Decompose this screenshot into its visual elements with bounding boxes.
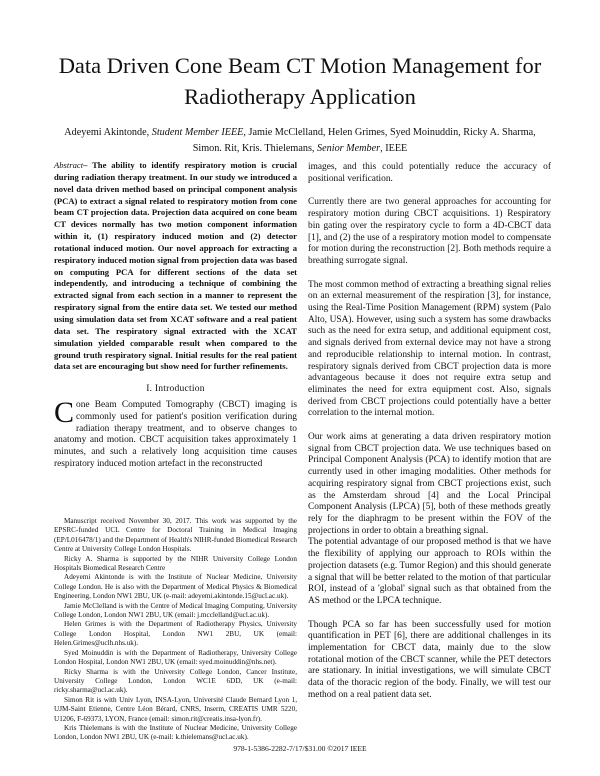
author-line-1 [40, 125, 560, 141]
paper-title: Data Driven Cone Beam CT Motion Management for Radiotherapy Application [58, 53, 542, 109]
section-heading-introduction: I. Introduction [146, 383, 205, 395]
footnote: Manuscript received November 30, 2017. This work was supported by the EPSRC-funded UCL Centre for Doctoral Training in Medical Imaging (EP/L016478/1) and the Department of Health's NIHR-funded Biomedical Research Centre at University College London Hospitals. [54, 517, 297, 554]
body-paragraph: Our work aims at generating a data driven respiratory motion signal from CBCT projection data. We use techniques based on Principal Component Analysis (PCA) to identify motion that are currently used in other imaging modalities. Other methods for acquiring respiratory signal from CBCT projections exist, such as the Amsterdam shroud [4] and the Local Principal Component Analysis (LPCA) [5], both of these methods greatly rely for the diaphragm to be present within the FOV of the projections in order to obtain a breathing signal. [308, 432, 551, 536]
author-membership-1: Student Member IEEE [151, 127, 244, 138]
footnote: Adeyemi Akintonde is with the Institute of Nuclear Medicine, University College London. He is also with the Department of Medical Physics & Biomedical Engineering, London NW1 2BU, UK (e-mail: adeyemi.akintonde.15@ucl.ac.uk). [54, 573, 297, 601]
left-column [54, 160, 297, 470]
footnote: Ricky Sharma is with the University College London, Cancer Institute, University College London, London WC1E 6DD, UK (e-mail: ricky.sharma@ucl.ac.uk). [54, 667, 297, 695]
footnote: Jamie McClelland is with the Centre of Medical Imaging Computing, University College London, London NW1 2BU, UK (email: j.mcclelland@ucl.ac.uk). [54, 601, 297, 620]
abstract-text: – The ability to identify respiratory motion is crucial during radiation therapy treatment. In our study we introduced a novel data driven method based on principal component analysis (PCA) to extract a signal related to respiratory motion from cone beam CT projection data. Projection data acquired on cone beam CT devices normally has two motion component information within it, (1) respiratory induced motion and (2) detector rotational induced motion. Our novel approach for extracting a respiratory induced motion signal from projection data was based on computing PCA for different sections of the data set independently, and introducing a technique of combining the extracted signal from each section in a manner to represent the respiratory signal from the entire data set. We tested our method using simulation data set from XCAT software and a real patient data set. The respiratory signal extracted with the XCAT simulation yielded comparable result when compared to the ground truth respiratory signal. Initial results for the real patient data set are encouraging but show need for further refinements. [54, 160, 297, 372]
footnote: Simon Rit is with Univ Lyon, INSA-Lyon, Université Claude Bernard Lyon 1, UJM-Saint Etienne, Centre Léon Bérard, CNRS, Inserm, CREATIS UMR 5220, U1206, F-69373, LYON, France (email: simon.rit@creatis.insa-lyon.fr). [54, 695, 297, 723]
author-names-4: , IEEE [380, 143, 408, 154]
author-line-2 [40, 141, 560, 157]
author-names-3: Simon. Rit, Kris. Thielemans, [192, 143, 318, 154]
author-list [40, 125, 560, 157]
footnote: Syed Moinuddin is with the Department of Radiotherapy, University College London Hospital, London NW1 2BU, UK (email: syed.moinuddin@nhs.net). [54, 648, 297, 667]
page-footer: 978-1-5386-2282-7/17/$31.00 ©2017 IEEE [233, 744, 367, 753]
drop-cap: C [54, 396, 75, 430]
body-paragraph: The most common method of extracting a breathing signal relies on an external measurement of the respiration [3], for instance, using the Real-Time Position Management (RPM) system (Palo Alto, USA). However, using such a system has some drawbacks such as the need for extra setup, and additional equipment cost, and signals derived from external device may not have a strong and reproducible relationship to internal motion. In contrast, respiratory signals derived from CBCT projection data is more advantageous because it does not require extra setup and eliminates the need for extra equipment cost. Also, signals derived from CBCT projections could potentially have a better correlation to the internal motion. [308, 279, 551, 419]
footnote: Kris Thielemans is with the Institute of Nuclear Medicine, University College London, London NW1 2BU, UK (e-mail: k.thielemans@ucl.ac.uk). [54, 723, 297, 742]
introduction-text: one Beam Computed Tomography (CBCT) imaging is commonly used for patient's position verification during radiation therapy treatment, and to observe changes to anatomy and motion. CBCT acquisition takes approximately 1 minutes, and such a relatively long acquisition time causes respiratory induced motion artefact in the reconstructed [54, 400, 297, 469]
body-paragraph: The potential advantage of our proposed method is that we have the flexibility of applying our approach to ROIs within the projection datasets (e.g. Tumor Region) and this should generate a signal that will be better related to the motion of that particular ROI, instead of a 'global' signal such as that obtained from the AS method or the LPCA technique. [308, 537, 551, 606]
footnotes [54, 517, 297, 743]
introduction-paragraph [54, 396, 297, 470]
body-paragraph: Currently there are two general approaches for accounting for respiratory motion during CBCT acquisitions. 1) Respiratory bin gating over the respiratory cycle to form a 4D-CBCT data [1], and (2) the use of a respiratory motion model to compensate for motion during the reconstruction [2]. Both methods require a breathing surrogate signal. [308, 197, 551, 266]
author-names-2: , Jamie McClelland, Helen Grimes, Syed Moinuddin, Ricky A. Sharma, [243, 127, 536, 138]
right-column [308, 162, 551, 714]
abstract [54, 160, 297, 373]
author-names-1: Adeyemi Akintonde, [64, 127, 152, 138]
abstract-lead: Abstract [54, 160, 84, 170]
footnote: Helen Grimes is with the Department of Radiotherapy Physics, University College London Hospital, London NW1 2BU, UK (email: Helen.Grimes@uclh.nhs.uk). [54, 620, 297, 648]
author-membership-2: Senior Member [317, 143, 381, 154]
footnote: Ricky A. Sharma is supported by the NIHR University College London Hospitals Biomedical Research Centre [54, 554, 297, 573]
body-paragraph: images, and this could potentially reduce the accuracy of positional verification. [308, 162, 551, 184]
body-paragraph: Though PCA so far has been successfully used for motion quantification in PET [6], there are additional challenges in its implementation for CBCT data, mainly due to the slow rotational motion of the CBCT scanner, while the PET detectors are stationary. In initial investigations, we will simulate CBCT data of the thoracic region of the body. Finally, we will test our method on a real patient data set. [308, 619, 551, 700]
